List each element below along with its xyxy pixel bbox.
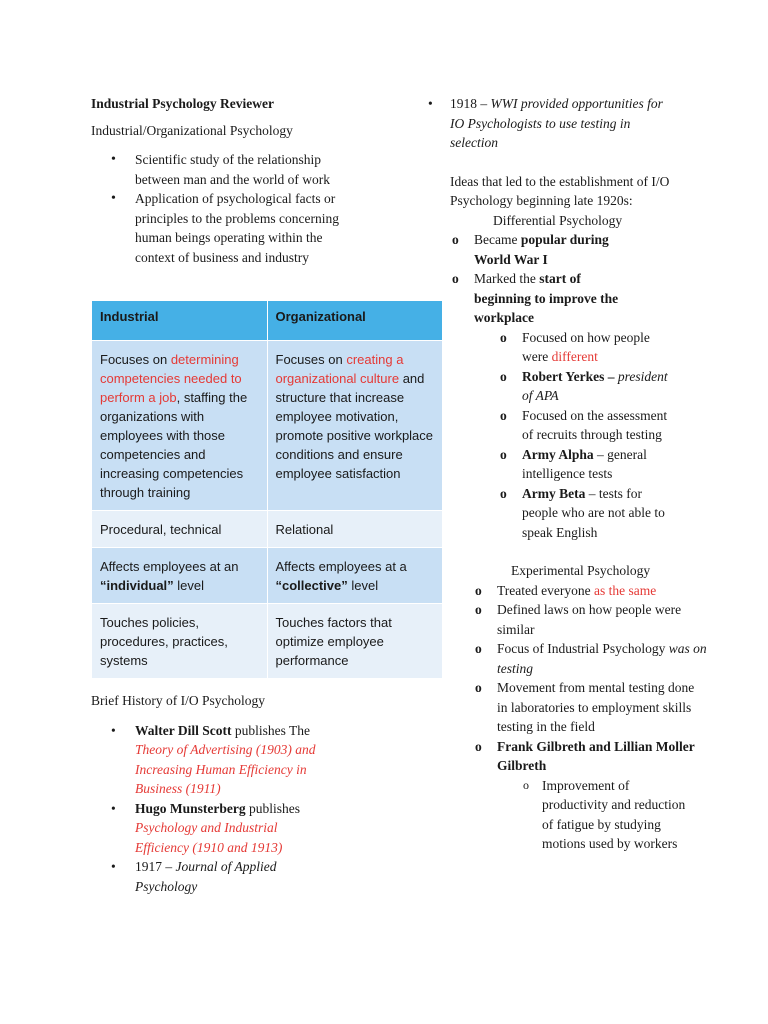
cell-emphasis: “collective”: [275, 578, 348, 593]
section-heading-io: Industrial/Organizational Psychology: [91, 122, 293, 138]
list-item: [428, 269, 638, 328]
differential-list: [428, 230, 638, 328]
cell-text: , staffing the organizations with employees with those competencies and increasing competencies through training: [100, 390, 248, 500]
cell-industrial-nature: Procedural, technical: [92, 511, 268, 548]
list-item: [428, 445, 668, 484]
header-organizational: Organizational: [267, 301, 443, 341]
cell-text: Focuses on: [275, 352, 347, 367]
item-text: Focused on how people were: [522, 329, 650, 364]
table-row: [92, 341, 443, 511]
table-header-row: [92, 301, 443, 341]
person-name: Robert Yerkes –: [522, 368, 615, 384]
header-industrial: Industrial: [92, 301, 268, 341]
item-emphasis: popular during World War I: [474, 232, 609, 267]
person-name: Hugo Munsterberg: [135, 800, 246, 816]
list-item: • Scientific study of the relationship between man and the world of work: [91, 150, 341, 189]
list-item: [91, 857, 331, 896]
publication-title: Journal of Applied Psychology: [135, 859, 277, 894]
item-text: Treated everyone: [497, 582, 594, 598]
right-column: [428, 94, 707, 854]
list-item: o Movement from mental testing done in laboratories to employment skills testing in the field: [428, 678, 708, 737]
item-emphasis: start of beginning to improve the workplace: [474, 271, 619, 325]
item-text: – general intelligence tests: [522, 446, 647, 481]
differential-sublist: [428, 328, 668, 543]
cell-emphasis: “individual”: [100, 578, 174, 593]
experimental-list: [428, 581, 708, 776]
person-name: Walter Dill Scott: [135, 722, 232, 738]
subheading-experimental: Experimental Psychology: [511, 563, 651, 578]
list-item: o Defined laws on how people were similar: [428, 600, 708, 639]
experimental-sublist: [428, 776, 698, 854]
item-text: publishes: [245, 800, 301, 816]
publication-title: Psychology and Industrial Efficiency (1910 and 1913): [135, 820, 283, 855]
item-italic: WWI provided opportunities for IO Psychologists to use testing in selection: [450, 96, 663, 150]
item-text: Focus of Industrial Psychology: [497, 641, 669, 656]
item-text: – tests for people who are not able to speak English: [522, 485, 665, 540]
table-row: [92, 548, 443, 604]
item-highlight: different: [551, 349, 598, 364]
section-heading-history: Brief History of I/O Psychology: [91, 693, 265, 708]
list-item: [428, 367, 668, 406]
item-text: Marked the: [474, 271, 540, 286]
list-item: [428, 639, 708, 678]
list-item: o Focused on the assessment of recruits through testing: [428, 406, 668, 445]
item-emphasis: Army Alpha: [522, 446, 594, 462]
item-highlight: as the same: [593, 582, 657, 598]
table-row: [92, 604, 443, 679]
item-text: 1918 –: [450, 96, 491, 111]
list-item: [428, 484, 668, 543]
subheading-differential: Differential Psychology: [493, 212, 623, 228]
cell-industrial-scope: Touches policies, procedures, practices, systems: [92, 604, 268, 679]
list-item: [91, 721, 331, 799]
list-item-1918: [428, 94, 680, 153]
cell-text: level: [347, 578, 379, 593]
list-item: [428, 328, 668, 367]
ideas-paragraph: Ideas that led to the establishment of I/O Psychology beginning late 1920s:: [450, 173, 670, 208]
list-item: [91, 799, 331, 858]
cell-text: level: [173, 578, 205, 593]
comparison-table: [91, 300, 443, 679]
person-name: Frank Gilbreth and Lillian Moller Gilbreth: [497, 738, 695, 773]
list-item: [428, 230, 638, 269]
cell-organizational-level: [267, 548, 443, 604]
list-item: [428, 581, 708, 601]
item-text: Became: [474, 232, 521, 247]
history-list: [91, 721, 331, 897]
item-text: 1917 –: [135, 859, 176, 874]
cell-organizational-scope: Touches factors that optimize employee performance: [267, 604, 443, 679]
list-item: [428, 737, 708, 776]
cell-industrial-focus: [92, 341, 268, 511]
list-item: o Improvement of productivity and reduction of fatigue by studying motions used by workers: [428, 776, 698, 854]
cell-highlight: creating a organizational culture: [275, 352, 404, 386]
cell-text: and structure that increase employee motivation, promote positive workplace conditions and ensure employee satisfaction: [275, 371, 434, 481]
cell-text: Affects employees at an: [100, 559, 239, 574]
cell-industrial-level: [92, 548, 268, 604]
item-italic: president of APA: [522, 368, 668, 403]
definition-list: [91, 150, 341, 267]
cell-text: Affects employees at a: [275, 559, 407, 574]
cell-text: Focuses on: [100, 352, 171, 367]
item-text: publishes The: [231, 722, 310, 738]
publication-title: Theory of Advertising (1903) and Increasing Human Efficiency in Business (1911): [135, 742, 316, 796]
cell-highlight: determining competencies needed to perform a job: [100, 352, 242, 405]
cell-organizational-nature: Relational: [267, 511, 443, 548]
list-item: • Application of psychological facts or principles to the problems concerning human beings operating within the context of business and industry: [91, 189, 341, 267]
table-row: [92, 511, 443, 548]
cell-organizational-focus: [267, 341, 443, 511]
item-emphasis: Army Beta: [522, 485, 586, 501]
left-column: [91, 94, 443, 896]
document-title: Industrial Psychology Reviewer: [91, 96, 274, 111]
item-italic: was on testing: [497, 641, 707, 676]
